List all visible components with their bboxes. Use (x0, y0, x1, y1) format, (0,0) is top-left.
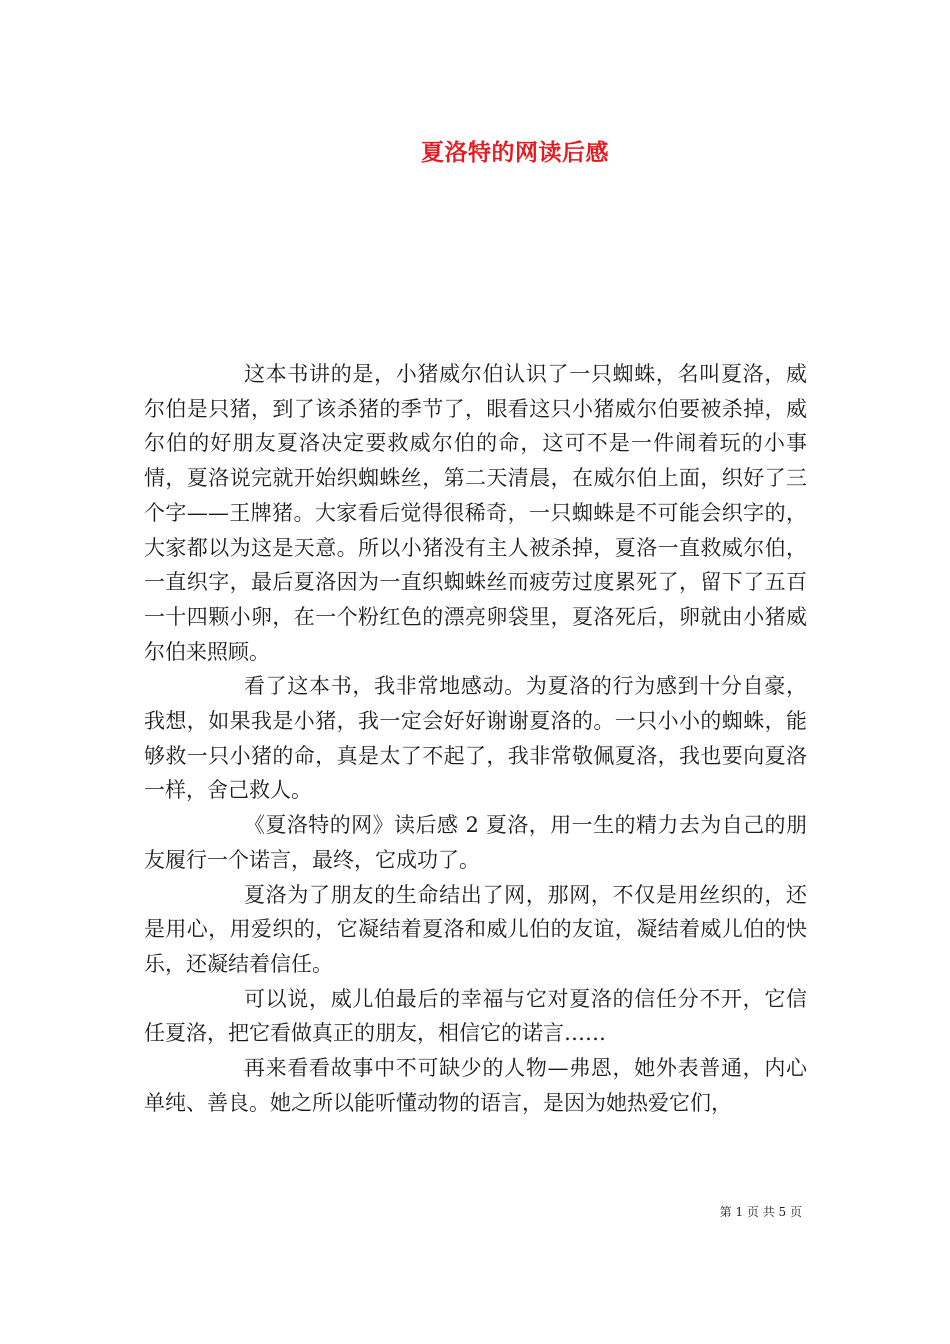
paragraph-2: 看了这本书，我非常地感动。为夏洛的行为感到十分自豪，我想，如果我是小猪，我一定会好好谢谢夏洛的。一只小小的蜘蛛，能够救一只小猪的命，真是太了不起了，我非常敬佩夏洛，我也要向夏洛一样，舍己救人。 (144, 674, 807, 803)
paragraph-4: 夏洛为了朋友的生命结出了网，那网，不仅是用丝织的，还是用心，用爱织的，它凝结着夏洛和威儿伯的友谊，凝结着威儿伯的快乐，还凝结着信任。 (144, 882, 807, 976)
page-footer: 第 1 页 共 5 页 (719, 1205, 802, 1219)
paragraph-6: 再来看看故事中不可缺少的人物—弗恩，她外表普通，内心单纯、善良。她之所以能听懂动物的语言，是因为她热爱它们， (144, 1056, 807, 1115)
document-title: 夏洛特的网读后感 (421, 139, 609, 166)
document-body (144, 357, 807, 1120)
paragraph-1: 这本书讲的是，小猪威尔伯认识了一只蜘蛛，名叫夏洛，威尔伯是只猪，到了该杀猪的季节了，眼看这只小猪威尔伯要被杀掉，威尔伯的好朋友夏洛决定要救威尔伯的命，这可不是一件闹着玩的小事情，夏洛说完就开始织蜘蛛丝，第二天清晨，在威尔伯上面，织好了三个字——王牌猪。大家看后觉得很稀奇，一只蜘蛛是不可能会织字的，大家都以为这是天意。所以小猪没有主人被杀掉，夏洛一直救威尔伯，一直织字，最后夏洛因为一直织蜘蛛丝而疲劳过度累死了，留下了五百一十四颗小卵，在一个粉红色的漂亮卵袋里，夏洛死后，卵就由小猪威尔伯来照顾。 (144, 362, 807, 664)
paragraph-3: 《夏洛特的网》读后感 2 夏洛，用一生的精力去为自己的朋友履行一个诺言，最终，它成功了。 (144, 813, 807, 872)
paragraph-5: 可以说，威儿伯最后的幸福与它对夏洛的信任分不开，它信任夏洛，把它看做真正的朋友，相信它的诺言…… (144, 986, 807, 1046)
